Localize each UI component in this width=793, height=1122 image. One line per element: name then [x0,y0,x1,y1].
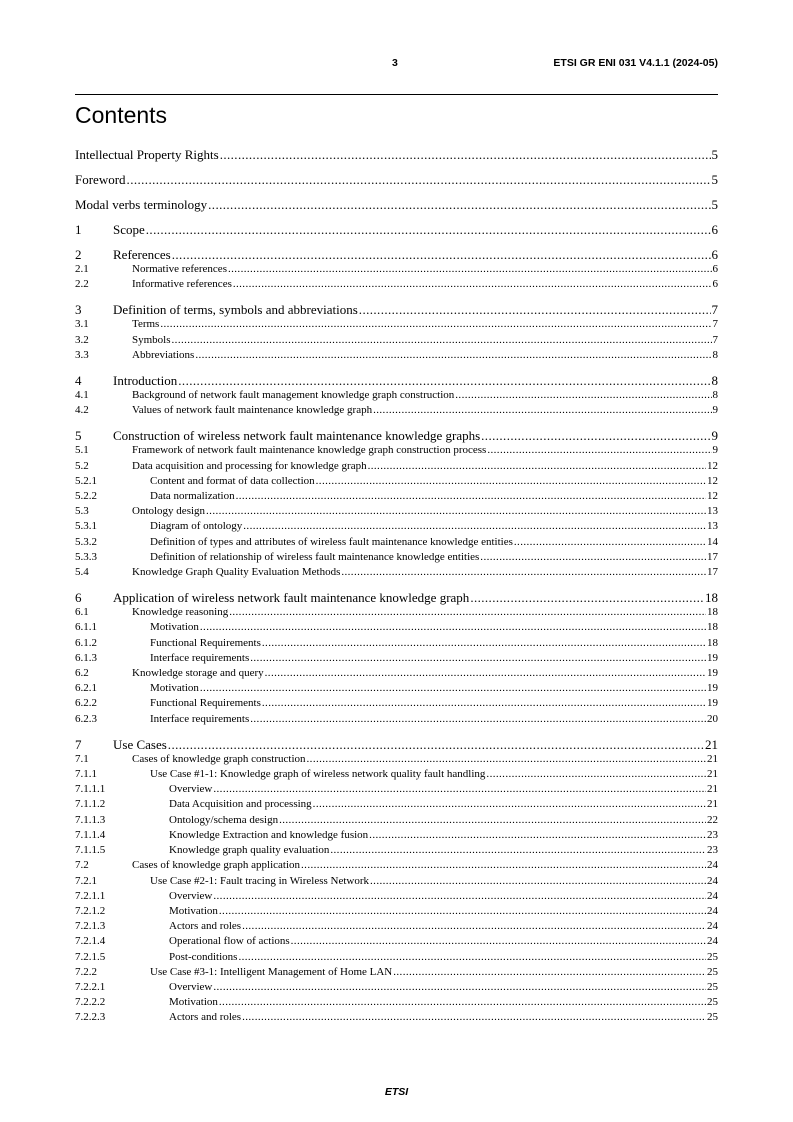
toc-entry-page: 6 [711,247,718,262]
toc-entry[interactable] [75,904,718,919]
toc-entry-page: 12 [707,490,718,503]
toc-entry-number: 4.2 [75,404,89,417]
toc-entry-title: Abbreviations [132,348,195,361]
toc-entry-title: Introduction [113,373,178,389]
toc-entry-title: Overview [169,980,213,993]
toc-entry-title: Normative references [132,263,227,275]
toc-entry-title: Motivation [169,996,218,1009]
toc-entry-title: Data acquisition and processing for knowledge graph [132,459,367,472]
toc-entry[interactable] [75,995,718,1010]
toc-leader-dots [233,277,712,292]
toc-leader-dots [514,535,706,550]
toc-entry-page: 23 [707,828,718,841]
toc-entry[interactable] [75,262,718,277]
toc-leader-dots [373,403,711,418]
toc-entry[interactable] [75,666,718,681]
toc-leader-dots [229,605,706,620]
toc-entry-page: 21 [707,798,718,811]
toc-leader-dots [228,262,712,277]
toc-leader-dots [200,681,706,696]
toc-entry-title: Content and format of data collection [150,474,315,487]
toc-entry-number: 6.2 [75,667,89,680]
toc-entry-number: 1 [75,222,82,237]
toc-entry-number: 7 [75,736,82,752]
toc-entry[interactable] [75,620,718,635]
toc-entry[interactable] [75,696,718,711]
toc-entry-page: 25 [707,965,718,978]
toc-entry[interactable] [75,590,718,605]
toc-entry-number: 5.3 [75,505,89,518]
toc-entry-number: 6.1.3 [75,651,97,664]
toc-entry-page: 12 [707,459,718,472]
toc-entry[interactable] [75,752,718,767]
toc-entry-number: 6.1.1 [75,621,97,634]
toc-entry[interactable] [75,550,718,565]
toc-entry[interactable] [75,147,718,162]
toc-leader-dots [359,302,711,317]
toc-entry-title: Data Acquisition and processing [169,798,312,811]
toc-entry[interactable] [75,828,718,843]
toc-entry-page: 24 [707,859,718,872]
toc-entry-title: Terms [132,318,160,331]
footer-etsi: ETSI [384,1086,409,1098]
document-id: ETSI GR ENI 031 V4.1.1 (2024-05) [553,57,718,69]
toc-entry-page: 9 [712,444,718,457]
toc-entry-page: 24 [707,889,718,902]
toc-entry-title: Framework of network fault maintenance knowledge graph construction process [132,444,487,457]
toc-leader-dots [341,565,706,580]
toc-entry-number: 7.2 [75,859,89,872]
toc-entry-title: Overview [169,783,213,796]
toc-entry-page: 6 [712,263,718,275]
toc-entry-title: Knowledge storage and query [132,667,264,680]
toc-entry-page: 24 [707,904,718,917]
toc-leader-dots [279,813,706,828]
toc-leader-dots [265,666,706,681]
toc-entry[interactable] [75,277,718,292]
toc-entry-page: 9 [712,404,718,417]
toc-entry-number: 7.1.1.1 [75,783,106,796]
toc-leader-dots [242,919,706,934]
toc-entry-page: 25 [707,996,718,1009]
toc-entry-page: 7 [712,318,718,331]
toc-entry-title: Application of wireless network fault maintenance knowledge graph [113,590,470,606]
toc-entry-page: 19 [707,667,718,680]
toc-entry-page: 8 [712,348,718,361]
toc-leader-dots [487,443,711,458]
toc-leader-dots [250,651,706,666]
toc-entry-title: Definition of types and attributes of wireless fault maintenance knowledge entities [150,535,513,548]
toc-entry[interactable] [75,222,718,237]
toc-leader-dots [219,904,706,919]
toc-entry-number: 7.2.2.3 [75,1011,106,1024]
toc-entry-number: 2 [75,247,82,262]
toc-entry-page: 24 [707,920,718,933]
toc-leader-dots [480,550,706,565]
toc-entry-number: 7.2.1.5 [75,950,106,963]
toc-entry-page: 24 [707,874,718,887]
toc-entry-page: 18 [707,606,718,619]
toc-leader-dots [262,636,706,651]
toc-entry-page: 20 [707,712,718,725]
toc-entry-title: Modal verbs terminology [75,197,208,212]
toc-entry-title: Interface requirements [150,712,250,725]
toc-entry-title: Definition of terms, symbols and abbreviations [113,302,358,318]
toc-entry-page: 8 [712,389,718,402]
toc-entry-number: 7.1.1.5 [75,844,106,857]
toc-entry-title: Ontology/schema design [169,813,279,826]
toc-entry-page: 25 [707,980,718,993]
toc-entry-title: References [113,247,171,262]
toc-entry[interactable] [75,504,718,519]
toc-entry-page: 6 [711,222,718,237]
toc-entry-number: 7.2.1.4 [75,935,106,948]
toc-leader-dots [250,712,706,727]
toc-leader-dots [368,459,706,474]
toc-entry-number: 6 [75,590,82,606]
header-rule [75,94,718,95]
toc-entry[interactable] [75,565,718,580]
toc-entry-page: 8 [711,373,718,389]
toc-entry[interactable] [75,813,718,828]
toc-entry-number: 7.2.1.1 [75,889,106,902]
toc-entry[interactable] [75,519,718,534]
toc-entry-page: 17 [707,566,718,579]
toc-entry-title: Construction of wireless network fault maintenance knowledge graphs [113,428,481,444]
toc-entry[interactable] [75,333,718,348]
toc-entry-number: 3.2 [75,333,89,346]
toc-entry-title: Informative references [132,278,232,291]
toc-entry[interactable] [75,919,718,934]
toc-entry-number: 7.2.1.2 [75,904,106,917]
toc-entry-title: Use Case #1-1: Knowledge graph of wireless network quality fault handling [150,768,486,781]
toc-entry-title: Diagram of ontology [150,520,243,533]
toc-entry-number: 5.3.1 [75,520,97,533]
toc-entry-title: Use Cases [113,736,167,752]
toc-leader-dots [262,696,706,711]
toc-entry[interactable] [75,767,718,782]
toc-leader-dots [200,620,706,635]
toc-entry[interactable] [75,388,718,403]
toc-entry[interactable] [75,348,718,363]
toc-entry-page: 13 [707,505,718,518]
toc-leader-dots [301,858,706,873]
toc-entry[interactable] [75,489,718,504]
toc-entry[interactable] [75,843,718,858]
toc-entry-number: 5.3.3 [75,550,97,563]
toc-entry-page: 22 [707,813,718,826]
toc-entry-title: Intellectual Property Rights [75,147,219,162]
toc-leader-dots [486,767,706,782]
toc-entry-page: 21 [707,768,718,781]
toc-leader-dots [178,373,710,388]
toc-leader-dots [172,333,712,348]
toc-entry-page: 5 [711,147,718,162]
toc-entry-title: Overview [169,889,213,902]
toc-entry[interactable] [75,459,718,474]
toc-leader-dots [195,348,711,363]
toc-entry-number: 5.1 [75,444,89,457]
toc-entry-title: Interface requirements [150,651,250,664]
toc-entry[interactable] [75,636,718,651]
toc-entry-title: Foreword [75,172,126,187]
toc-entry-page: 21 [707,783,718,796]
toc-entry[interactable] [75,782,718,797]
toc-entry-number: 3.1 [75,318,89,331]
toc-leader-dots [243,519,706,534]
toc-entry[interactable] [75,1010,718,1025]
toc-entry[interactable] [75,172,718,187]
toc-entry-number: 3.3 [75,348,89,361]
toc-entry-title: Knowledge Extraction and knowledge fusion [169,828,369,841]
toc-entry[interactable] [75,373,718,388]
toc-leader-dots [393,965,706,980]
toc-entry-number: 7.2.1 [75,874,97,887]
toc-leader-dots [238,950,706,965]
toc-entry-page: 7 [711,302,718,318]
toc-entry[interactable] [75,197,718,212]
toc-leader-dots [316,474,706,489]
toc-leader-dots [206,504,706,519]
toc-entry-page: 21 [707,752,718,765]
toc-entry[interactable] [75,980,718,995]
toc-entry-page: 18 [705,590,718,606]
toc-entry-title: Scope [113,222,145,237]
toc-entry[interactable] [75,858,718,873]
toc-entry[interactable] [75,443,718,458]
toc-entry-page: 23 [707,844,718,857]
toc-leader-dots [172,247,711,262]
toc-entry-page: 12 [707,474,718,487]
toc-entry-number: 5.2.2 [75,490,97,503]
toc-entry-title: Motivation [150,682,199,695]
toc-entry-title: Cases of knowledge graph construction [132,752,306,765]
toc-entry-page: 9 [711,428,718,444]
toc-leader-dots [213,889,706,904]
toc-entry-number: 2.1 [75,263,89,275]
toc-entry-page: 13 [707,520,718,533]
toc-entry-number: 6.1.2 [75,636,97,649]
toc-entry-page: 7 [712,333,718,346]
toc-entry-number: 3 [75,302,82,318]
toc-entry-number: 7.1.1.2 [75,798,106,811]
toc-entry-title: Operational flow of actions [169,935,290,948]
toc-entry-page: 25 [707,1011,718,1024]
toc-leader-dots [127,172,711,187]
toc-entry-title: Background of network fault management knowledge graph construction [132,389,455,402]
toc-entry-page: 18 [707,636,718,649]
toc-entry-page: 14 [707,535,718,548]
toc-entry-number: 4 [75,373,82,389]
toc-entry[interactable] [75,535,718,550]
toc-leader-dots [481,428,710,443]
toc-entry[interactable] [75,934,718,949]
toc-leader-dots [213,980,706,995]
toc-leader-dots [160,317,711,332]
toc-entry-title: Symbols [132,333,171,346]
toc-entry-title: Functional Requirements [150,697,261,710]
toc-leader-dots [455,388,711,403]
toc-entry[interactable] [75,965,718,980]
toc-entry[interactable] [75,474,718,489]
toc-entry[interactable] [75,247,718,262]
toc-leader-dots [369,828,706,843]
toc-leader-dots [291,934,706,949]
toc-entry-page: 17 [707,550,718,563]
toc-entry-page: 19 [707,651,718,664]
toc-entry[interactable] [75,889,718,904]
toc-leader-dots [330,843,706,858]
toc-entry-number: 5.4 [75,566,89,579]
toc-entry-number: 5 [75,428,82,444]
toc-entry-number: 7.2.2.2 [75,996,106,1009]
toc-entry-title: Use Case #2-1: Fault tracing in Wireless Network [150,874,370,887]
toc-entry-title: Data normalization [150,490,235,503]
toc-entry-page: 5 [711,172,718,187]
toc-leader-dots [146,222,711,237]
toc-entry-number: 6.2.2 [75,697,97,710]
toc-entry-page: 5 [711,197,718,212]
toc-entry-page: 21 [705,736,718,752]
toc-entry-number: 6.2.1 [75,682,97,695]
toc-entry[interactable] [75,605,718,620]
toc-entry-number: 7.2.1.3 [75,920,106,933]
toc-entry-number: 7.2.2.1 [75,980,106,993]
toc-entry-title: Actors and roles [169,1011,242,1024]
toc-entry-title: Knowledge graph quality evaluation [169,844,330,857]
toc-entry-page: 19 [707,682,718,695]
toc-entry-title: Functional Requirements [150,636,261,649]
toc-entry-title: Motivation [169,904,218,917]
toc-entry-number: 7.1 [75,752,89,765]
toc-leader-dots [242,1010,706,1025]
toc-entry-title: Cases of knowledge graph application [132,859,301,872]
toc-entry[interactable] [75,712,718,727]
toc-entry-number: 5.3.2 [75,535,97,548]
toc-entry-number: 7.1.1.3 [75,813,106,826]
toc-entry-number: 2.2 [75,278,89,291]
toc-entry[interactable] [75,737,718,752]
page-number: 3 [392,57,398,69]
toc-entry[interactable] [75,403,718,418]
toc-leader-dots [220,147,711,162]
toc-entry[interactable] [75,797,718,812]
toc-entry-title: Knowledge Graph Quality Evaluation Methods [132,566,341,579]
toc-leader-dots [470,590,704,605]
toc-entry-number: 6.2.3 [75,712,97,725]
toc-entry[interactable] [75,428,718,443]
toc-entry-number: 7.1.1.4 [75,828,106,841]
toc-entry-title: Ontology design [132,505,206,518]
toc-entry-page: 25 [707,950,718,963]
toc-entry[interactable] [75,317,718,332]
toc-entry[interactable] [75,302,718,317]
toc-entry-title: Actors and roles [169,920,242,933]
toc-entry-page: 24 [707,935,718,948]
toc-entry[interactable] [75,874,718,889]
toc-entry-title: Post-conditions [169,950,238,963]
toc-entry[interactable] [75,681,718,696]
page-title: Contents [75,102,168,128]
toc-entry-title: Definition of relationship of wireless fault maintenance knowledge entities [150,550,480,563]
toc-leader-dots [213,782,706,797]
toc-entry-number: 7.2.2 [75,965,97,978]
toc-entry-number: 7.1.1 [75,768,97,781]
toc-leader-dots [219,995,706,1010]
toc-entry[interactable] [75,950,718,965]
toc-entry-number: 4.1 [75,389,89,402]
toc-entry-title: Knowledge reasoning [132,606,229,619]
toc-entry-number: 6.1 [75,606,89,619]
toc-leader-dots [307,752,706,767]
table-of-contents [75,147,718,1026]
toc-entry-title: Values of network fault maintenance knowledge graph [132,404,373,417]
toc-entry-page: 19 [707,697,718,710]
toc-leader-dots [236,489,706,504]
toc-entry-number: 5.2 [75,459,89,472]
toc-entry[interactable] [75,651,718,666]
toc-leader-dots [313,797,706,812]
toc-leader-dots [370,874,706,889]
toc-entry-number: 5.2.1 [75,474,97,487]
toc-entry-page: 18 [707,621,718,634]
toc-entry-page: 6 [712,278,718,291]
toc-leader-dots [208,197,710,212]
toc-entry-title: Motivation [150,621,199,634]
toc-entry-title: Use Case #3-1: Intelligent Management of Home LAN [150,965,393,978]
toc-leader-dots [168,737,704,752]
